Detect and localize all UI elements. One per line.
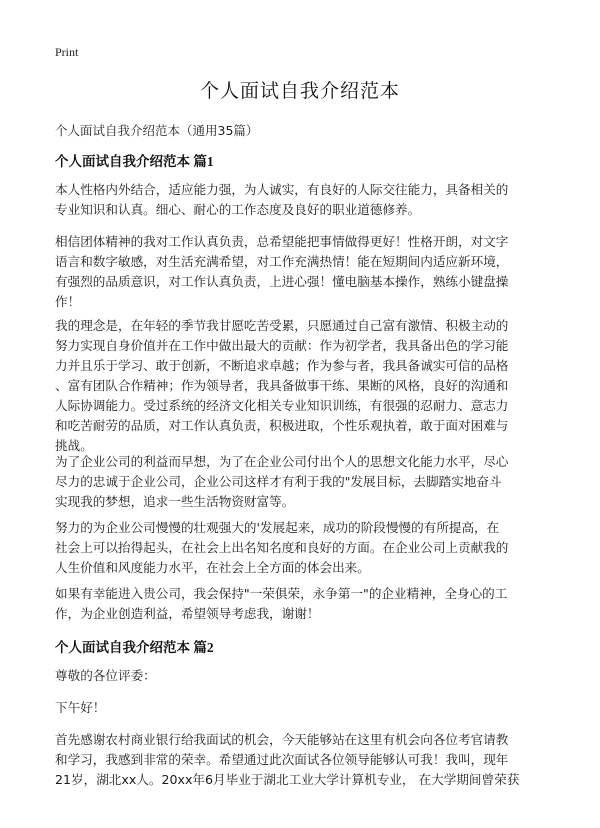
- paragraph: [55, 316, 555, 456]
- text-line: 我的理念是，在年轻的季节我甘愿吃苦受累，只愿通过自己富有激情、积极主动的: [55, 318, 509, 333]
- text-line: 、富有团队合作精神；作为领导者，我具备做事干练、果断的风格，良好的沟通和: [55, 378, 509, 393]
- text-line: 作！: [55, 294, 81, 309]
- text-line: 21岁，湖北xx人。20xx年6月毕业于湖北工业大学计算机专业， 在大学期间曾荣获: [55, 772, 520, 787]
- text-line: 专业知识和认真。细心、耐心的工作态度及良好的职业道德修养。: [55, 202, 421, 217]
- text-line: 为了企业公司的利益而早想，为了在企业公司付出个人的思想文化能力水平，尽心: [55, 454, 509, 469]
- text-line: 和吃苦耐劳的品质，对工作认真负责，积极进取，个性乐观执着，敢于面对困难与: [55, 418, 509, 433]
- paragraph: [55, 730, 555, 790]
- paragraph: [55, 232, 555, 312]
- document-subtitle: 个人面试自我介绍范本（通用35篇）: [55, 123, 259, 138]
- text-line: 力并且乐于学习、敢于创新，不断追求卓越；作为参与者，我具备诚实可信的品格: [55, 358, 509, 373]
- text-line: 人际协调能力。受过系统的经济文化相关专业知识训练，有很强的忍耐力、意志力: [55, 398, 509, 413]
- print-label: Print: [55, 45, 79, 59]
- text-line: 有强烈的品质意识，对工作认真负责，上进心强！懂电脑基本操作，熟练小键盘操: [55, 274, 509, 289]
- text-line: 作，为企业创造利益，希望领导考虑我，谢谢！: [55, 606, 320, 621]
- page-title: 个人面试自我介绍范本: [199, 80, 400, 102]
- text-line: 语言和数字敏感，对生活充满希望，对工作充满热情！能在短期间内适应新环境，: [55, 254, 509, 269]
- section-heading-1: 个人面试自我介绍范本 篇1: [55, 154, 214, 169]
- text-line: 首先感谢农村商业银行给我面试的机会，今天能够站在这里有机会向各位考官请教: [55, 732, 509, 747]
- text-line: 如果有幸能进入贵公司，我会保持"一荣俱荣，永争第一"的企业精神，全身心的工: [55, 586, 508, 601]
- paragraph: [55, 698, 555, 718]
- text-line: 尽力的忠诚于企业公司，企业公司这样才有利于我的"发展目标，去脚踏实地奋斗: [55, 474, 502, 489]
- text-line: 挑战。: [55, 438, 93, 453]
- text-line: 人生价值和风度能力水平，在社会上全方面的体会出来。: [55, 560, 370, 575]
- text-line: 社会上可以抬得起头，在社会上出名知名度和良好的方面。在企业公司上贡献我的: [55, 540, 509, 555]
- paragraph: [55, 180, 555, 220]
- text-line: 努力实现自身价值并在工作中做出最大的贡献：作为初学者，我具备出色的学习能: [55, 338, 509, 353]
- text-line: 实现我的梦想，追求一些生活物资财富等。: [55, 494, 295, 509]
- text-line: 和学习，我感到非常的荣幸。希望通过此次面试各位领导能够认可我！我叫，现年: [55, 752, 509, 767]
- section-heading-2: 个人面试自我介绍范本 篇2: [55, 640, 214, 655]
- paragraph: [55, 518, 555, 578]
- paragraph: [55, 666, 555, 686]
- paragraph: [55, 584, 555, 624]
- paragraph: [55, 452, 555, 512]
- text-line: 尊敬的各位评委：: [55, 668, 156, 683]
- text-line: 本人性格内外结合，适应能力强，为人诚实，有良好的人际交往能力，具备相关的: [55, 182, 509, 197]
- text-line: 相信团体精神的我对工作认真负责，总希望能把事情做得更好！性格开朗，对文字: [55, 234, 509, 249]
- text-line: 努力的为企业公司慢慢的壮观强大的'发展起来，成功的阶段慢慢的有所提高，在: [55, 520, 500, 535]
- text-line: 下午好！: [55, 700, 106, 715]
